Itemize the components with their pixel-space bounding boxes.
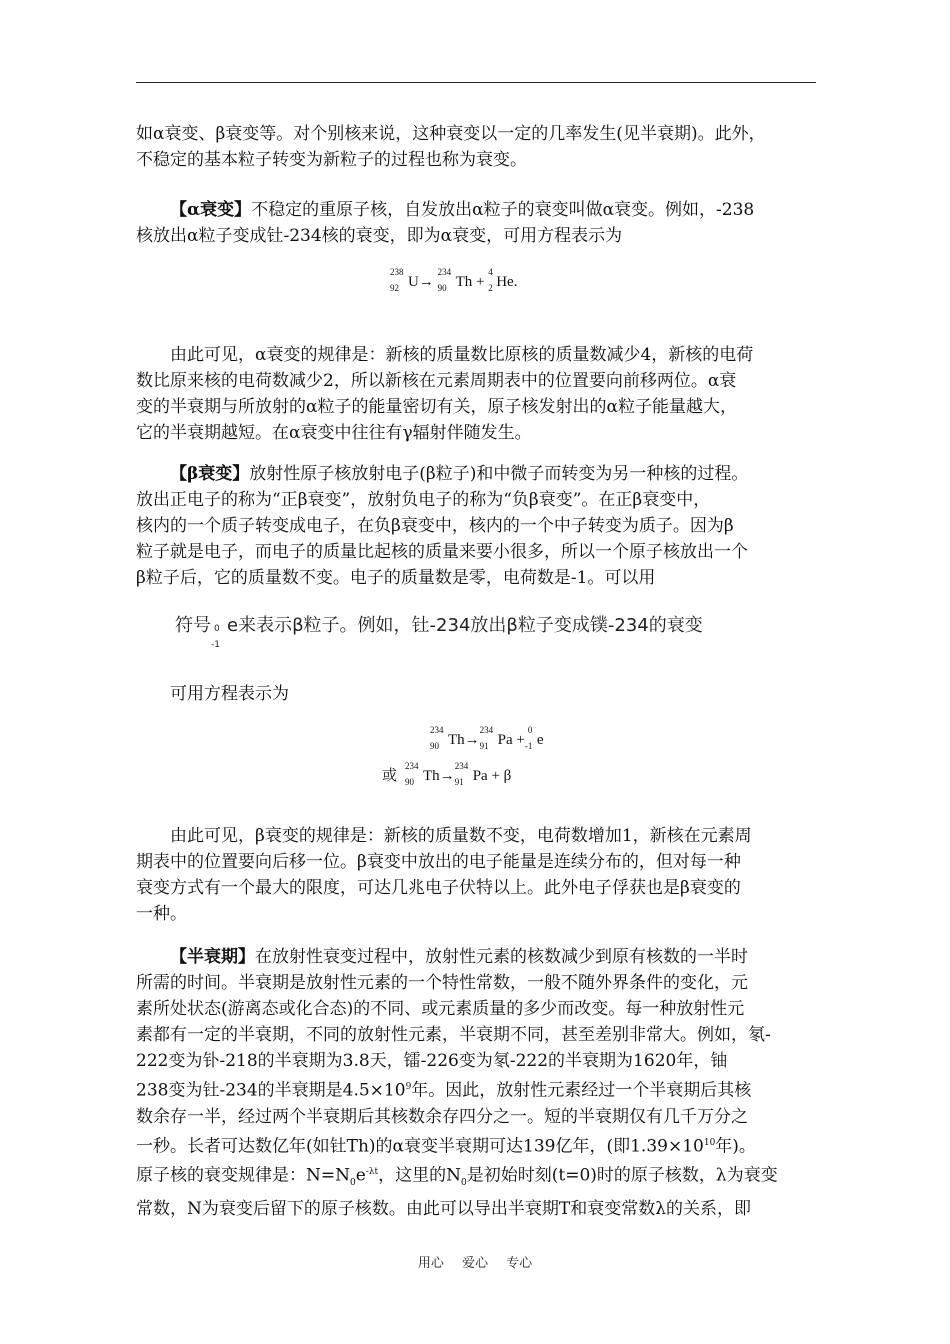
element-symbol: He. xyxy=(496,274,518,290)
exponent: -λt xyxy=(365,1167,379,1178)
thorium-nuclide xyxy=(405,761,440,787)
text-line: 一种。 xyxy=(136,904,187,924)
element-symbol: Pa + xyxy=(497,732,525,748)
charge-number: -1 xyxy=(211,640,220,650)
mass-number: 4 xyxy=(488,267,493,277)
electron-symbol xyxy=(524,725,544,751)
text-segment: 年)。 xyxy=(715,1136,756,1157)
exponent: 9 xyxy=(405,1082,412,1092)
protactinium-nuclide xyxy=(479,725,525,751)
element-symbol: e xyxy=(536,732,544,748)
text-line: 素都有一定的半衰期，不同的放射性元素，半衰期不同，甚至差别非常大。例如，氡- xyxy=(136,1025,771,1045)
text-line: 衰变方式有一个最大的限度，可达几兆电子伏特以上。此外电子俘获也是β衰变的 xyxy=(136,878,741,898)
charge-number: -1 xyxy=(524,741,533,751)
text-segment: 238变为钍-234的半衰期是4.5×10 xyxy=(136,1080,406,1101)
beta-rule-paragraph xyxy=(136,823,816,927)
alpha-decay-paragraph xyxy=(136,197,816,249)
text-line xyxy=(136,1074,816,1104)
text-line xyxy=(136,461,816,487)
atomic-number: 90 xyxy=(437,283,447,293)
text-line: β粒子后，它的质量数不变。电子的质量数是零，电荷数是-1。可以用 xyxy=(136,568,656,588)
text-line xyxy=(136,944,816,970)
text-segment: 年。因此，放射性元素经过一个半衰期后其核 xyxy=(411,1080,752,1101)
text-line: 核内的一个质子转变成电子，在负β衰变中，核内的一个中子转变为质子。因为β xyxy=(136,516,734,536)
thorium-nuclide xyxy=(437,267,485,293)
mass-number: 234 xyxy=(437,267,452,277)
text-line: 所需的时间。半衰期是放射性元素的一个特性常数，一般不随外界条件的变化，元 xyxy=(136,973,748,993)
element-symbol: Pa + β xyxy=(472,768,512,784)
text-segment: 一秒。长者可达数亿年(如钍Th)的α衰变半衰期可达139亿年，(即1.39×10 xyxy=(136,1136,704,1157)
text-line: 可用方程表示为 xyxy=(170,684,289,704)
text-segment: 放射性原子核放射电子(β粒子)和中微子而转变为另一种核的过程。 xyxy=(249,464,749,484)
helium-nuclide xyxy=(488,267,518,293)
text-line: 由此可见，α衰变的规律是：新核的质量数比原核的质量数减少4，新核的电荷 xyxy=(170,345,754,365)
arrow-symbol: → xyxy=(464,732,480,748)
text-line: 222变为钋-218的半衰期为3.8天，镭-226变为氡-222的半衰期为1620年，铀 xyxy=(136,1051,728,1071)
atomic-number: 91 xyxy=(454,777,464,787)
beta-symbol-line xyxy=(175,611,703,650)
text-segment: 在放射性衰变过程中，放射性元素的核数减少到原有核数的一半时 xyxy=(255,947,748,967)
text-segment: 原子核的衰变规律是：N=N xyxy=(136,1165,350,1186)
section-heading-beta: 【β衰变】 xyxy=(170,464,250,484)
atomic-number: 92 xyxy=(390,283,399,293)
text-line xyxy=(136,1130,816,1160)
element-symbol: Th xyxy=(423,768,440,784)
arrow-symbol: → xyxy=(418,274,434,290)
text-segment: e xyxy=(355,1165,366,1186)
text-line: 由此可见，β衰变的规律是：新核的质量数不变，电荷数增加1，新核在元素周 xyxy=(170,826,752,846)
text-line: 放出正电子的称为“正β衰变”，放射负电子的称为“负β衰变”。在正β衰变中， xyxy=(136,490,711,510)
beta-decay-equation-1 xyxy=(430,725,544,751)
text-line xyxy=(136,1159,816,1196)
text-segment: 不稳定的重原子核，自发放出α粒子的衰变叫做α衰变。例如，-238 xyxy=(251,200,755,220)
or-label: 或 xyxy=(382,766,398,784)
element-symbol: Th + xyxy=(455,274,485,290)
protactinium-nuclide xyxy=(454,761,512,787)
mass-number: 234 xyxy=(430,725,444,735)
subscript: 0 xyxy=(461,1178,467,1189)
text-line: 素所处状态(游离态或化合态)的不同、或元素质量的多少而改变。每一种放射性元 xyxy=(136,999,745,1019)
text-line: 常数，N为衰变后留下的原子核数。由此可以导出半衰期T和衰变常数λ的关系，即 xyxy=(136,1199,751,1220)
alpha-decay-equation xyxy=(390,267,518,293)
atomic-number: 91 xyxy=(479,741,489,751)
text-line: 核放出α粒子变成钍-234核的衰变，即为α衰变，可用方程表示为 xyxy=(136,226,623,246)
text-line: 不稳定的基本粒子转变为新粒子的过程也称为衰变。 xyxy=(136,150,527,170)
element-symbol: Th xyxy=(448,732,465,748)
mass-number: 0 xyxy=(527,725,533,735)
text-line: 粒子就是电子，而电子的质量比起核的质量来要小很多，所以一个原子核放出一个 xyxy=(136,542,748,562)
mass-number: 234 xyxy=(454,761,469,771)
exponent: 10 xyxy=(703,1137,716,1148)
thorium-nuclide xyxy=(430,725,465,751)
text-segment: 符号 xyxy=(175,615,211,636)
text-line: 期表中的位置要向后移一位。β衰变中放出的电子能量是连续分布的，但对每一种 xyxy=(136,852,741,872)
mass-number: 234 xyxy=(479,725,494,735)
text-line: 变的半衰期与所放射的α粒子的能量密切有关，原子核发射出的α粒子能量越大， xyxy=(136,397,737,417)
text-line: 它的半衰期越短。在α衰变中往往有γ辐射伴随发生。 xyxy=(136,423,532,443)
arrow-symbol: → xyxy=(439,768,455,784)
page-footer: 用心 爱心 专心 xyxy=(417,1256,533,1271)
alpha-rule-paragraph xyxy=(136,342,816,446)
uranium-nuclide xyxy=(390,267,419,293)
beta-equation-intro xyxy=(136,681,816,707)
text-line: 如α衰变、β衰变等。对个别核来说，这种衰变以一定的几率发生(见半衰期)。此外， xyxy=(136,124,766,144)
atomic-number: 90 xyxy=(430,741,439,751)
mass-number: 238 xyxy=(390,267,404,277)
text-line: 数余存一半，经过两个半衰期后其核数余存四分之一。短的半衰期仅有几千万分之 xyxy=(136,1106,748,1127)
atomic-number: 2 xyxy=(488,283,493,293)
beta-decay-paragraph xyxy=(136,461,816,591)
mass-number: 234 xyxy=(405,761,419,771)
header-rule xyxy=(136,82,816,83)
text-segment: ，这里的N xyxy=(378,1165,462,1186)
text-line xyxy=(136,197,816,223)
section-heading-alpha: 【α衰变】 xyxy=(170,200,252,220)
subscript: 0 xyxy=(350,1178,356,1189)
element-symbol: U xyxy=(408,274,419,290)
atomic-number: 90 xyxy=(405,777,415,787)
section-heading-half-life: 【半衰期】 xyxy=(170,947,255,967)
intro-paragraph xyxy=(136,121,816,173)
half-life-paragraph xyxy=(136,944,816,1222)
text-segment: e来表示β粒子。例如，钍-234放出β粒子变成镤-234的衰变 xyxy=(227,615,703,636)
mass-number: 0 xyxy=(214,624,220,634)
beta-decay-equation-2 xyxy=(382,761,512,787)
text-line: 数比原来核的电荷数减少2，所以新核在元素周期表中的位置要向前移两位。α衰 xyxy=(136,371,737,391)
text-segment: 是初始时刻(t=0)时的原子核数，λ为衰变 xyxy=(466,1165,778,1186)
